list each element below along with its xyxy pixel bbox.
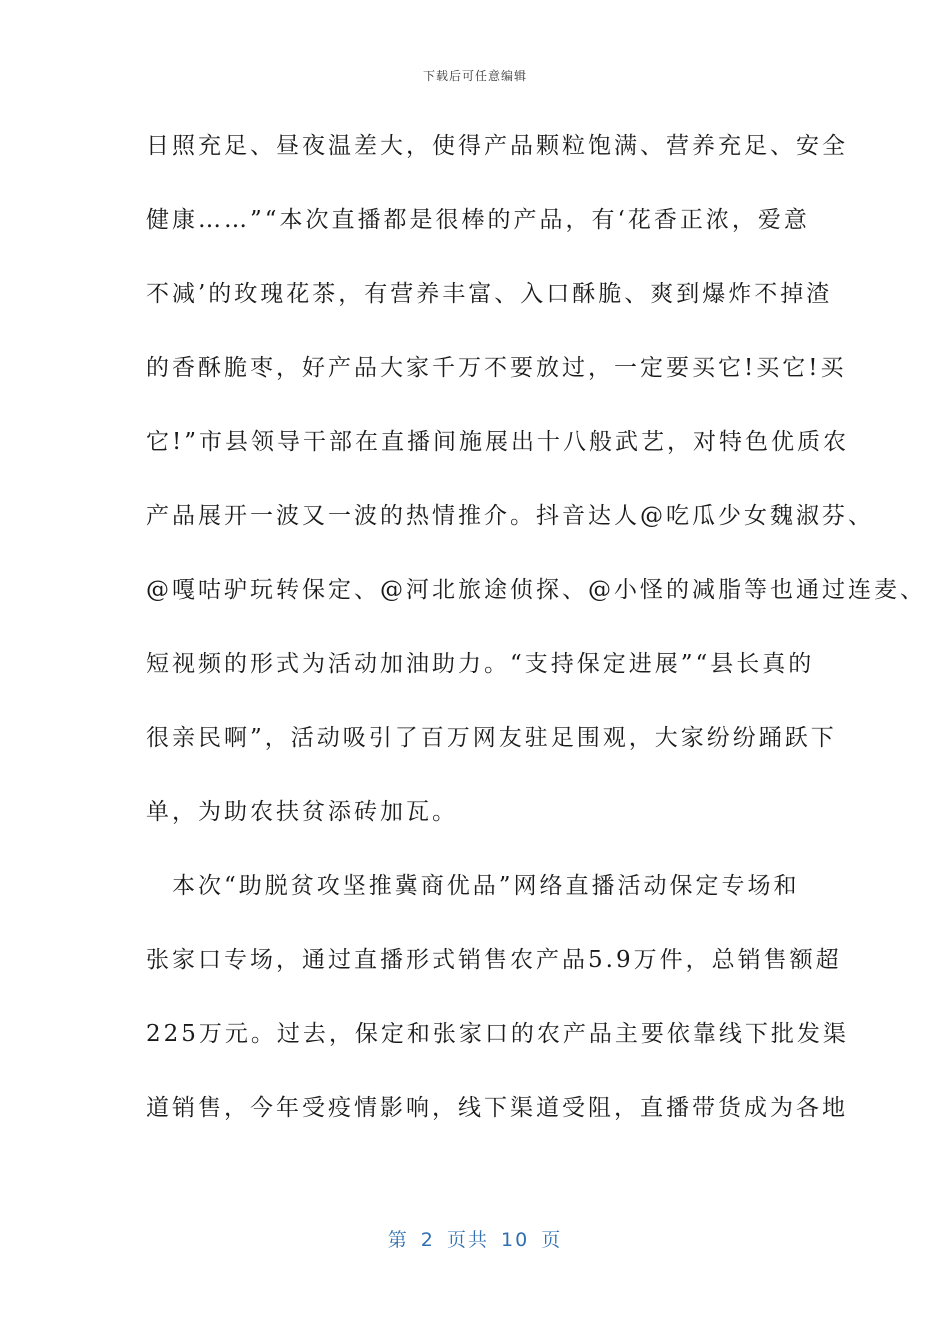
body-line: 产品展开一波又一波的热情推介。抖音达人@吃瓜少女魏淑芬、 [146, 503, 874, 529]
body-line: 道销售，今年受疫情影响，线下渠道受阻，直播带货成为各地 [146, 1095, 848, 1121]
page-footer [0, 1225, 950, 1252]
footer-prefix: 第 [387, 1229, 409, 1251]
body-line: 它!”市县领导干部在直播间施展出十八般武艺，对特色优质农 [146, 429, 850, 455]
body-line: 的香酥脆枣，好产品大家千万不要放过，一定要买它!买它!买 [146, 355, 847, 381]
header-note: 下载后可任意编辑 [422, 69, 527, 83]
body-line: @嘎咕驴玩转保定、@河北旅途侦探、@小怪的减脂等也通过连麦、 [146, 577, 926, 603]
body-line: 不减’的玫瑰花茶，有营养丰富、入口酥脆、爽到爆炸不掉渣 [146, 281, 833, 307]
footer-suffix: 页 [541, 1229, 563, 1251]
body-line: 本次“助脱贫攻坚推冀商优品”网络直播活动保定专场和 [146, 873, 800, 899]
body-line: 张家口专场，通过直播形式销售农产品5.9万件，总销售额超 [146, 947, 842, 973]
current-page-number: 2 [420, 1229, 435, 1251]
body-line: 日照充足、昼夜温差大，使得产品颗粒饱满、营养充足、安全 [146, 133, 848, 159]
body-line: 短视频的形式为活动加油助力。“支持保定进展”“县长真的 [146, 651, 815, 677]
body-line: 单，为助农扶贫添砖加瓦。 [146, 799, 458, 825]
document-body [146, 124, 926, 1160]
footer-middle: 页共 [446, 1229, 489, 1251]
body-line: 225万元。过去，保定和张家口的农产品主要依靠线下批发渠 [146, 1021, 849, 1047]
body-line: 健康……”“本次直播都是很棒的产品，有‘花香正浓，爱意 [146, 207, 810, 233]
total-pages-number: 10 [501, 1229, 530, 1251]
body-line: 很亲民啊”，活动吸引了百万网友驻足围观，大家纷纷踊跃下 [146, 725, 837, 751]
